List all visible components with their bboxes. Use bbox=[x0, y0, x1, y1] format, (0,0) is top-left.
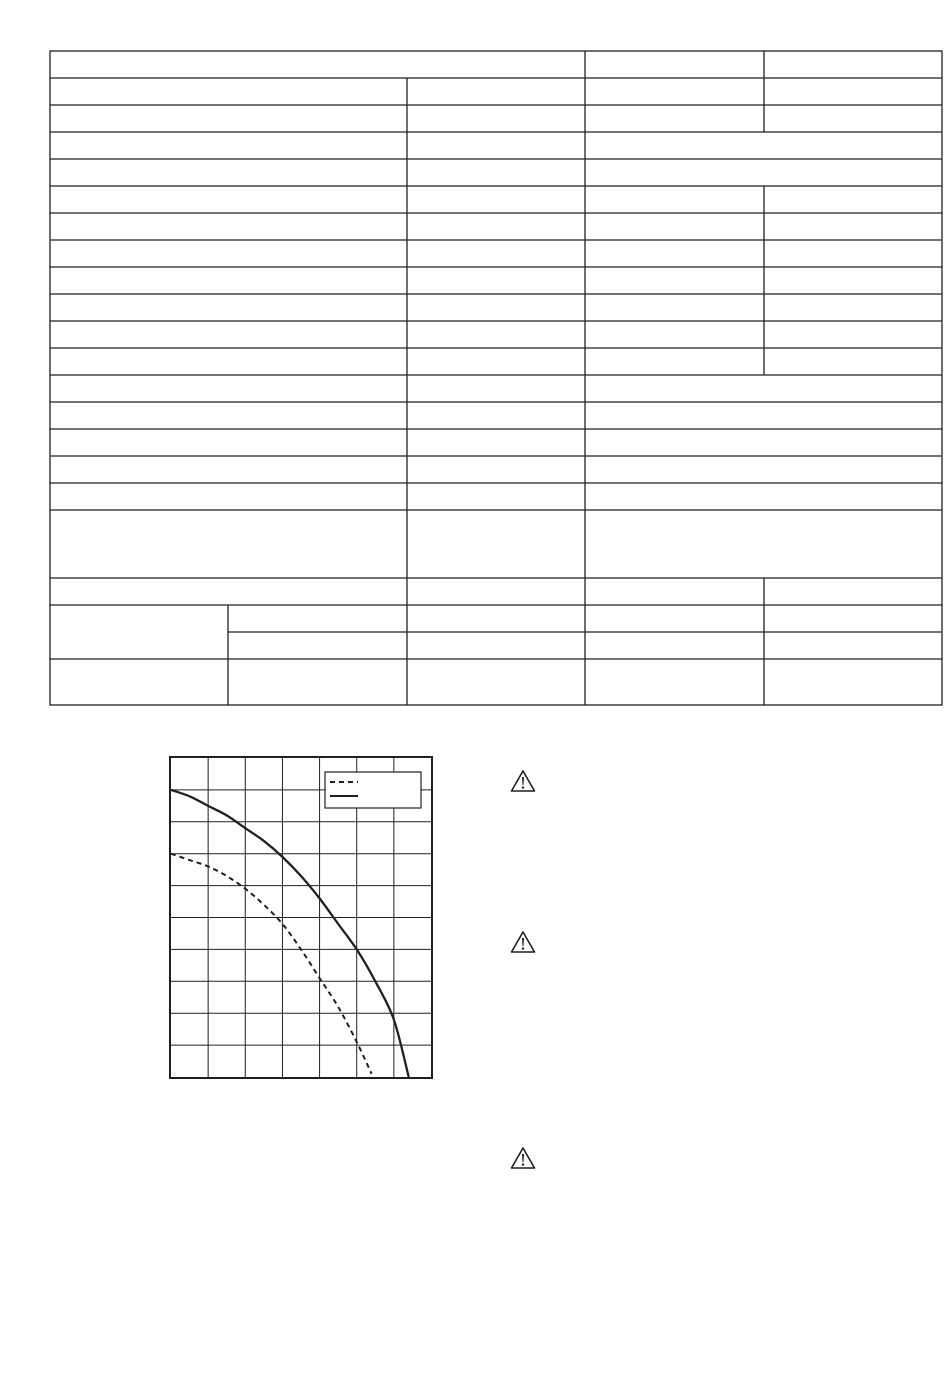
warning-triangle-icon bbox=[510, 1146, 536, 1170]
warning-triangle-icon bbox=[510, 769, 536, 793]
chart-series-layer bbox=[171, 790, 409, 1077]
legend-box bbox=[325, 772, 421, 808]
chart-svg bbox=[168, 755, 434, 1080]
series-line-dashed bbox=[171, 854, 372, 1074]
specification-table bbox=[49, 50, 949, 710]
specification-table-grid bbox=[49, 50, 949, 710]
chart bbox=[168, 755, 434, 1080]
chart-legend bbox=[325, 772, 421, 808]
warning-triangle-icon bbox=[510, 930, 536, 954]
